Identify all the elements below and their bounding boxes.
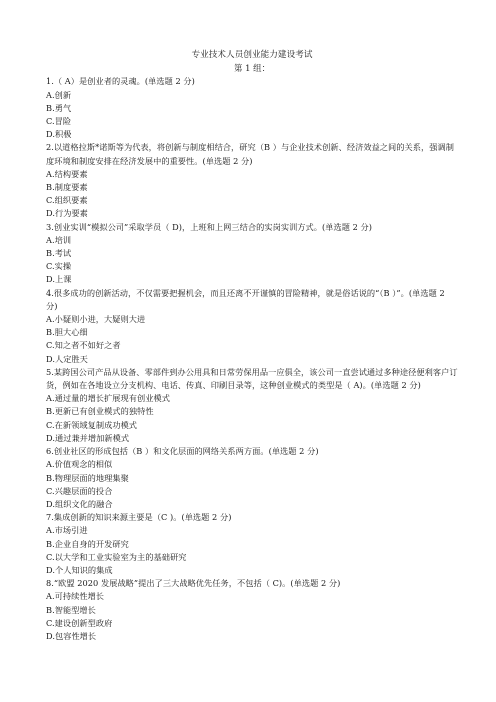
question-list (46, 75, 458, 643)
answer-option: C.知之者不如好之者 (46, 340, 121, 351)
answer-option: B.胆大心细 (46, 327, 88, 338)
question-text: 3.创业实训“模拟公司”采取学员（ D)，上班和上网三结合的实岗实训方式。(单选题 2 分) (46, 221, 373, 232)
answer-option: B.制度要素 (46, 182, 88, 193)
answer-option: A.小疑则小进，大疑则大进 (46, 314, 146, 325)
document-content (46, 49, 458, 643)
answer-option: B.企业自身的开发研究 (46, 538, 129, 549)
answer-option: D.积极 (46, 129, 72, 140)
answer-option: A.市场引进 (46, 525, 88, 536)
question-text: 2.以道格拉斯*诺斯等为代表，将创新与制度相结合，研究（B ）与企业技术创新、经济效益之间的关系，强调制度环境和制度安排在经济发展中的重要性。(单选题 2 分) (46, 142, 454, 166)
answer-option: D.上课 (46, 274, 72, 285)
answer-option: C.在新领域复制成功模式 (46, 419, 138, 430)
answer-option: A.可持续性增长 (46, 591, 105, 602)
answer-option: A.价值观念的相似 (46, 459, 113, 470)
answer-option: A.创新 (46, 89, 72, 100)
answer-option: C.兴趣层面的投合 (46, 485, 113, 496)
answer-option: D.组织文化的融合 (46, 498, 113, 509)
answer-option: B.智能型增长 (46, 604, 96, 615)
answer-option: D.个人知识的集成 (46, 564, 113, 575)
answer-option: C.组织要素 (46, 195, 88, 206)
page-title: 专业技术人员创业能力建设考试 (191, 50, 313, 60)
answer-option: A.培训 (46, 234, 72, 245)
answer-option: C.实操 (46, 261, 72, 272)
answer-option: C.建设创新型政府 (46, 617, 113, 628)
answer-option: D.行为要素 (46, 208, 88, 219)
question-text: 4.很多成功的创新活动，不仅需要把握机会，而且还离不开谨慎的冒险精神，就是俗话说的“（B ）”。(单选题 2 分) (46, 287, 448, 311)
question-text: 8.“欧盟 2020 发展战略”提出了三大战略优先任务，不包括（ C)。(单选题 2 分) (46, 578, 341, 589)
answer-option: A.通过量的增长扩展现有创业模式 (46, 393, 170, 404)
answer-option: B.物理层面的地理集聚 (46, 472, 129, 483)
answer-option: A.结构要素 (46, 168, 88, 179)
answer-option: C.以大学和工业实验室为主的基础研究 (46, 551, 187, 562)
answer-option: C.冒险 (46, 116, 72, 127)
answer-option: D.通过兼并增加新模式 (46, 432, 130, 443)
question-text: 6.创业社区的形成包括（B ）和文化层面的网络关系两方面。(单选题 2 分) (46, 446, 319, 457)
answer-option: B.勇气 (46, 102, 72, 113)
answer-option: D.人定胜天 (46, 353, 88, 364)
question-text: 1.（ A）是创业者的灵魂。(单选题 2 分) (46, 76, 195, 87)
answer-option: B.考试 (46, 248, 72, 259)
answer-option: D.包容性增长 (46, 630, 97, 641)
question-text: 7.集成创新的知识来源主要是（C )。(单选题 2 分) (46, 512, 232, 523)
question-text: 5.某跨国公司产品从设备、零部件到办公用具和日常劳保用品一应俱全，该公司一直尝试通过多种途径便利客户订货，例如在各地设立分支机构、电话、传真、印刷目录等，这种创业模式的类型是（ A)。(单选题 2 分) (46, 366, 458, 391)
group-heading: 第 1 组： (233, 63, 271, 74)
answer-option: B.更新已有创业模式的独特性 (46, 406, 154, 417)
